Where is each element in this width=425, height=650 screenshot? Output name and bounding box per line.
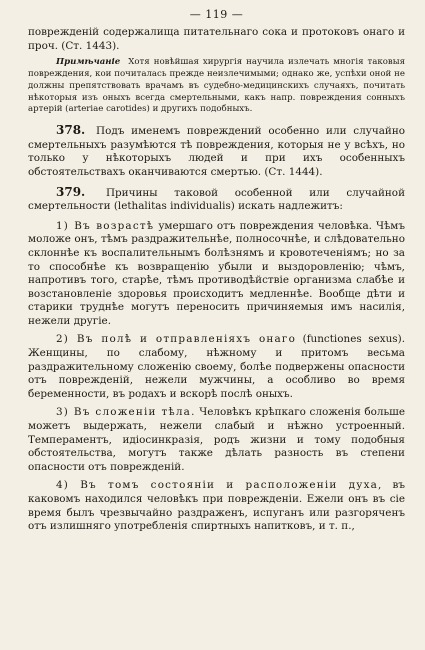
item-4-text: въ каковомъ находился человѣкъ при поврежденіи. Ежели онъ въ сіе время былъ чрезвычайно раздраженъ, испуганъ или разгоряченъ отъ излишняго употребленія спиртныхъ напитковъ, и т. п., xyxy=(28,479,405,533)
item-2-text: (functiones sexus). Женщины, по слабому, нѣжному и притомъ весьма раздражительному сложенію своему, болѣе подвержены опасности отъ поврежденій, нежели мужчины, а особливо во время беременности, въ родахъ и вскорѣ послѣ оныхъ. xyxy=(28,333,405,400)
item-1-text: умершаго отъ повреждения человѣка. Чѣмъ моложе онъ, тѣмъ раздражительнѣе, полносочнѣе, и слѣдовательно склоннѣе къ воспалительнымъ болѣзнямъ и кровотеченіямъ; но за то способнѣе къ возвращенію убыли и выздоровленію; чѣмъ, напротивъ того, старѣе, тѣмъ противодѣйствіе организма слабѣе и возстановленіе здоровья происходитъ медленнѣе. Вообще дѣти и старики труднѣе могутъ переносить причиняемыя имъ насилія, нежели другіе. xyxy=(28,219,405,327)
page-number: — 119 — xyxy=(189,8,244,21)
item-3-lead: 3) Въ сложеніи тѣла. xyxy=(56,406,196,419)
section-378 xyxy=(28,124,405,179)
note-lead: Примѣчаніе xyxy=(56,57,121,68)
item-4-lead: 4) Въ томъ состояніи и расположеніи духа, xyxy=(56,479,383,492)
list-item xyxy=(28,406,405,474)
list-item xyxy=(28,479,405,533)
section-378-text: Подъ именемъ повреждений особенно или случайно смертельныхъ разумѣются тѣ повреждения, которыя не у всѣхъ, но только у нѣкоторыхъ людей и при ихъ особенныхъ обстоятельствахъ оканчиваются смертью. (Ст. 1444). xyxy=(28,125,405,178)
item-1-lead: 1) Въ возрастѣ xyxy=(56,219,155,232)
item-3-text: Человѣкъ крѣпкаго сложенія больше можетъ выдержать, нежели слабый и нѣжно устроенный. Темпераментъ, идіосинкразія, родъ жизни и тому подобныя обстоятельства, могутъ также дѣлать разность въ степени опасности отъ поврежденій. xyxy=(28,406,405,473)
list-item xyxy=(28,333,405,401)
section-379-number: 379. xyxy=(56,184,86,199)
list-item xyxy=(28,220,405,329)
section-379 xyxy=(28,186,405,214)
item-2-lead: 2) Въ полѣ и отправленіяхъ онаго xyxy=(56,333,297,346)
top-paragraph: поврежденій содержалища питательнаго сока и протоковъ онаго и проч. (Ст. 1443). xyxy=(28,26,405,52)
note-text: Хотя новѣйшая хирургія научила излечать многія таковыя повреждения, кои почиталась прежде неизлечимыми; однако же, успѣхи оной не должны препятствовать врачамъ въ судебно-медицинскихъ случаяхъ, почитать нѣкоторыя изъ оныхъ всегда смертельными, какъ напр. повреждения сонныхъ артерій (arteriae carotides) и другихъ подобныхъ. xyxy=(28,57,405,115)
section-379-text: Причины таковой особенной или случайной смертельности (lethalitas individualis) искать надлежитъ: xyxy=(28,186,405,213)
section-378-number: 378. xyxy=(56,123,86,138)
note-paragraph xyxy=(28,57,405,116)
